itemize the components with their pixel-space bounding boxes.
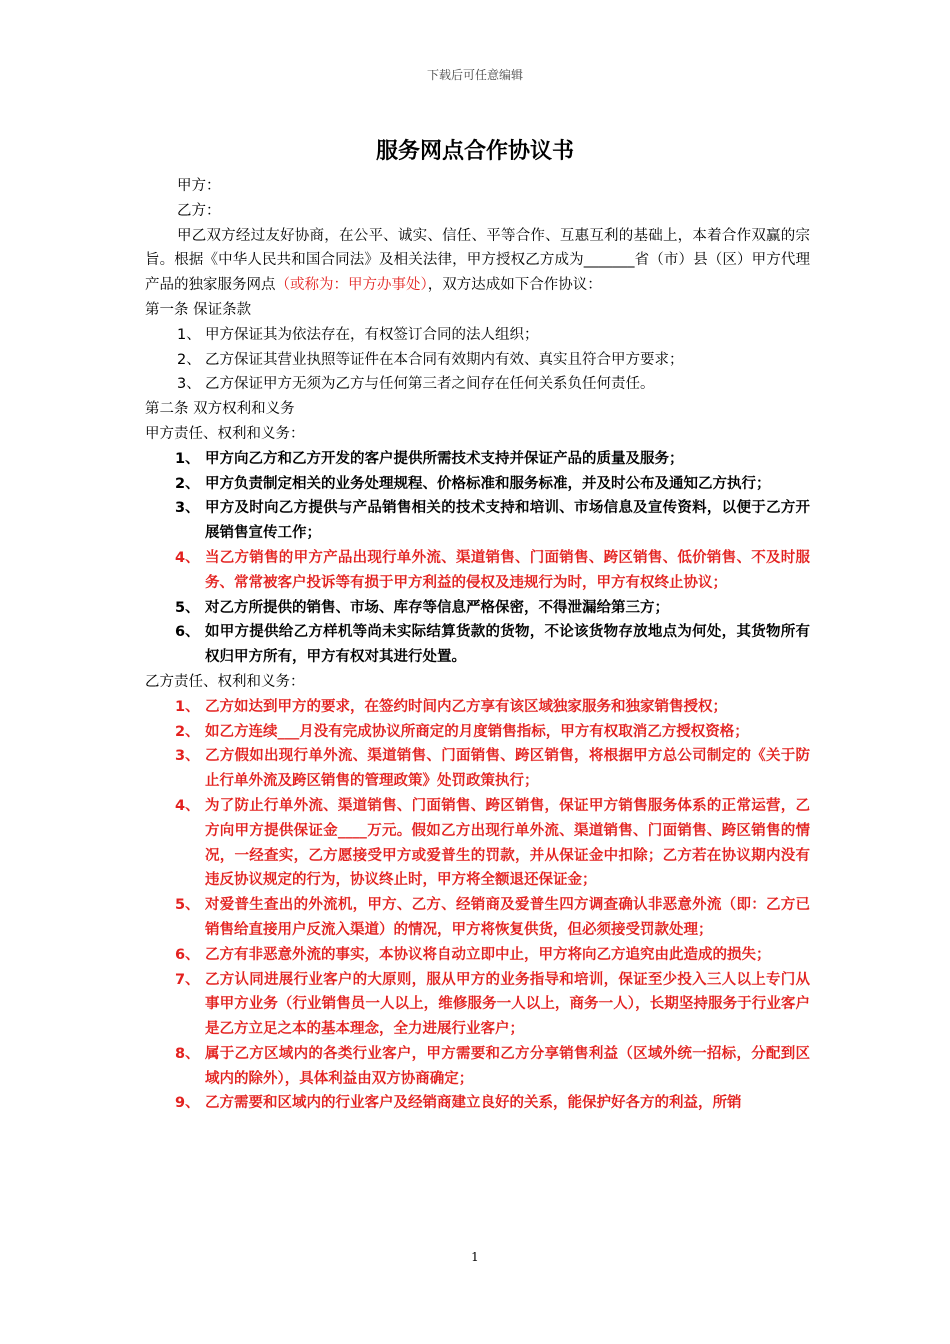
list-text: 乙方假如出现行单外流、渠道销售、门面销售、跨区销售，将根据甲方总公司制定的《关于防止行单外流及跨区销售的管理政策》处罚政策执行； [205,748,810,790]
list-text: 乙方认同进展行业客户的大原则，服从甲方的业务指导和培训，保证至少投入三人以上专门从事甲方业务（行业销售员一人以上，维修服务一人以上，商务一人），长期坚持服务于行业客户是乙方立足之本的基本理念，全力进展行业客户； [205,971,810,1038]
article1-item-1 [145,323,810,348]
article1-item-2 [145,348,810,373]
list-number: 3、 [175,748,200,765]
party-b-duties-list [145,695,810,1117]
list-number: 1、 [175,698,200,715]
party-a-item-1 [145,447,810,472]
intro-paragraph [145,224,810,298]
list-text: 乙方需要和区域内的行业客户及经销商建立良好的关系，能保护好各方的利益，所销 [205,1095,742,1112]
list-text: 如乙方连续___月没有完成协议所商定的月度销售指标，甲方有权取消乙方授权资格； [205,723,749,740]
list-text: 乙方有非恶意外流的事实，本协议将自动立即中止，甲方将向乙方追究由此造成的损失； [205,946,771,963]
list-text: 当乙方销售的甲方产品出现行单外流、渠道销售、门面销售、跨区销售、低价销售、不及时服务、常常被客户投诉等有损于甲方利益的侵权及违规行为时，甲方有权终止协议； [205,549,810,591]
list-number: 5、 [175,897,200,914]
article1-heading: 第一条 保证条款 [145,301,252,318]
list-number: 2、 [175,723,200,740]
party-b-item-9 [145,1091,810,1116]
list-text: 甲方及时向乙方提供与产品销售相关的技术支持和培训、市场信息及宣传资料，以便于乙方开展销售宣传工作； [205,500,810,542]
list-number: 2、 [175,475,200,492]
intro-part2: ，双方达成如下合作协议： [427,277,602,294]
list-number: 6、 [175,624,200,641]
list-number: 1、 [177,326,201,343]
header-note: 下载后可任意编辑 [426,68,523,82]
list-number: 7、 [175,971,200,988]
list-number: 4、 [175,549,200,566]
party-b-item-7 [145,968,810,1042]
article2-heading: 第二条 双方权利和义务 [145,401,295,418]
list-number: 3、 [175,500,200,517]
list-text: 属于乙方区域内的各类行业客户，甲方需要和乙方分享销售利益（区域外统一招标，分配到区域内的除外），具体利益由双方协商确定； [205,1045,810,1087]
list-number: 2、 [177,351,201,368]
list-number: 9、 [175,1095,200,1112]
party-b-label: 乙方： [177,202,221,219]
party-a-label: 甲方： [177,178,221,194]
party-b-item-6 [145,943,810,968]
document-title: 服务网点合作协议书 [375,139,574,164]
party-a-item-4 [145,546,810,596]
party-b-item-3 [145,744,810,794]
party-a-item-5 [145,596,810,621]
party-b-item-1 [145,695,810,720]
list-text: 为了防止行单外流、渠道销售、门面销售、跨区销售，保证甲方销售服务体系的正常运营，乙方向甲方提供保证金____万元。假如乙方出现行单外流、渠道销售、门面销售、跨区销售的情况，一经查实，乙方愿接受甲方或爱普生的罚款，并从保证金中扣除；乙方若在协议期内没有违反协议规定的行为，协议终止时，甲方将全额退还保证金； [205,797,810,889]
list-text: 甲方负责制定相关的业务处理规程、价格标准和服务标准，并及时公布及通知乙方执行； [205,475,771,492]
party-b-item-5 [145,893,810,943]
party-b-item-4 [145,794,810,893]
list-number: 8、 [175,1045,200,1062]
list-number: 1、 [175,450,200,467]
list-text: 如甲方提供给乙方样机等尚未实际结算货款的货物，不论该货物存放地点为何处，其货物所有权归甲方所有，甲方有权对其进行处置。 [205,624,810,666]
page-number: 1 [471,1250,479,1264]
article1-list [145,323,810,397]
party-a-duties-heading: 甲方责任、权利和义务： [145,425,305,442]
party-a-duties-list [145,447,810,670]
list-text: 甲方保证其为依法存在，有权签订合同的法人组织； [205,326,539,343]
list-number: 3、 [177,376,201,393]
party-b-duties-heading: 乙方责任、权利和义务： [145,673,305,690]
intro-part1: 甲乙双方经过友好协商，在公平、诚实、信任、平等合作、互惠互利的基础上，本着合作双赢的宗旨。根据《中华人民共和国合同法》及相关法律，甲方授权乙方成为_______省（市）县（区）甲方代理产品的独家服务网点 [145,227,810,294]
party-b-item-8 [145,1042,810,1092]
intro-red-note: （或称为：甲方办事处） [275,277,428,294]
party-a-item-6 [145,620,810,670]
party-a-item-3 [145,496,810,546]
list-text: 乙方如达到甲方的要求，在签约时间内乙方享有该区域独家服务和独家销售授权； [205,698,727,715]
list-text: 乙方保证甲方无须为乙方与任何第三者之间存在任何关系负任何责任。 [205,376,655,393]
list-number: 4、 [175,797,200,814]
list-text: 对爱普生查出的外流机，甲方、乙方、经销商及爱普生四方调查确认非恶意外流（即：乙方已销售给直接用户反流入渠道）的情况，甲方将恢复供货，但必须接受罚款处理； [205,897,810,938]
list-number: 5、 [175,599,200,616]
article1-item-3 [145,372,810,397]
party-a-item-2 [145,472,810,497]
list-text: 甲方向乙方和乙方开发的客户提供所需技术支持并保证产品的质量及服务； [205,450,684,467]
list-number: 6、 [175,946,200,963]
list-text: 乙方保证其营业执照等证件在本合同有效期内有效、真实且符合甲方要求； [205,351,684,368]
party-b-item-2 [145,720,810,745]
document-body [145,174,810,1116]
list-text: 对乙方所提供的销售、市场、库存等信息严格保密，不得泄漏给第三方； [205,599,669,616]
